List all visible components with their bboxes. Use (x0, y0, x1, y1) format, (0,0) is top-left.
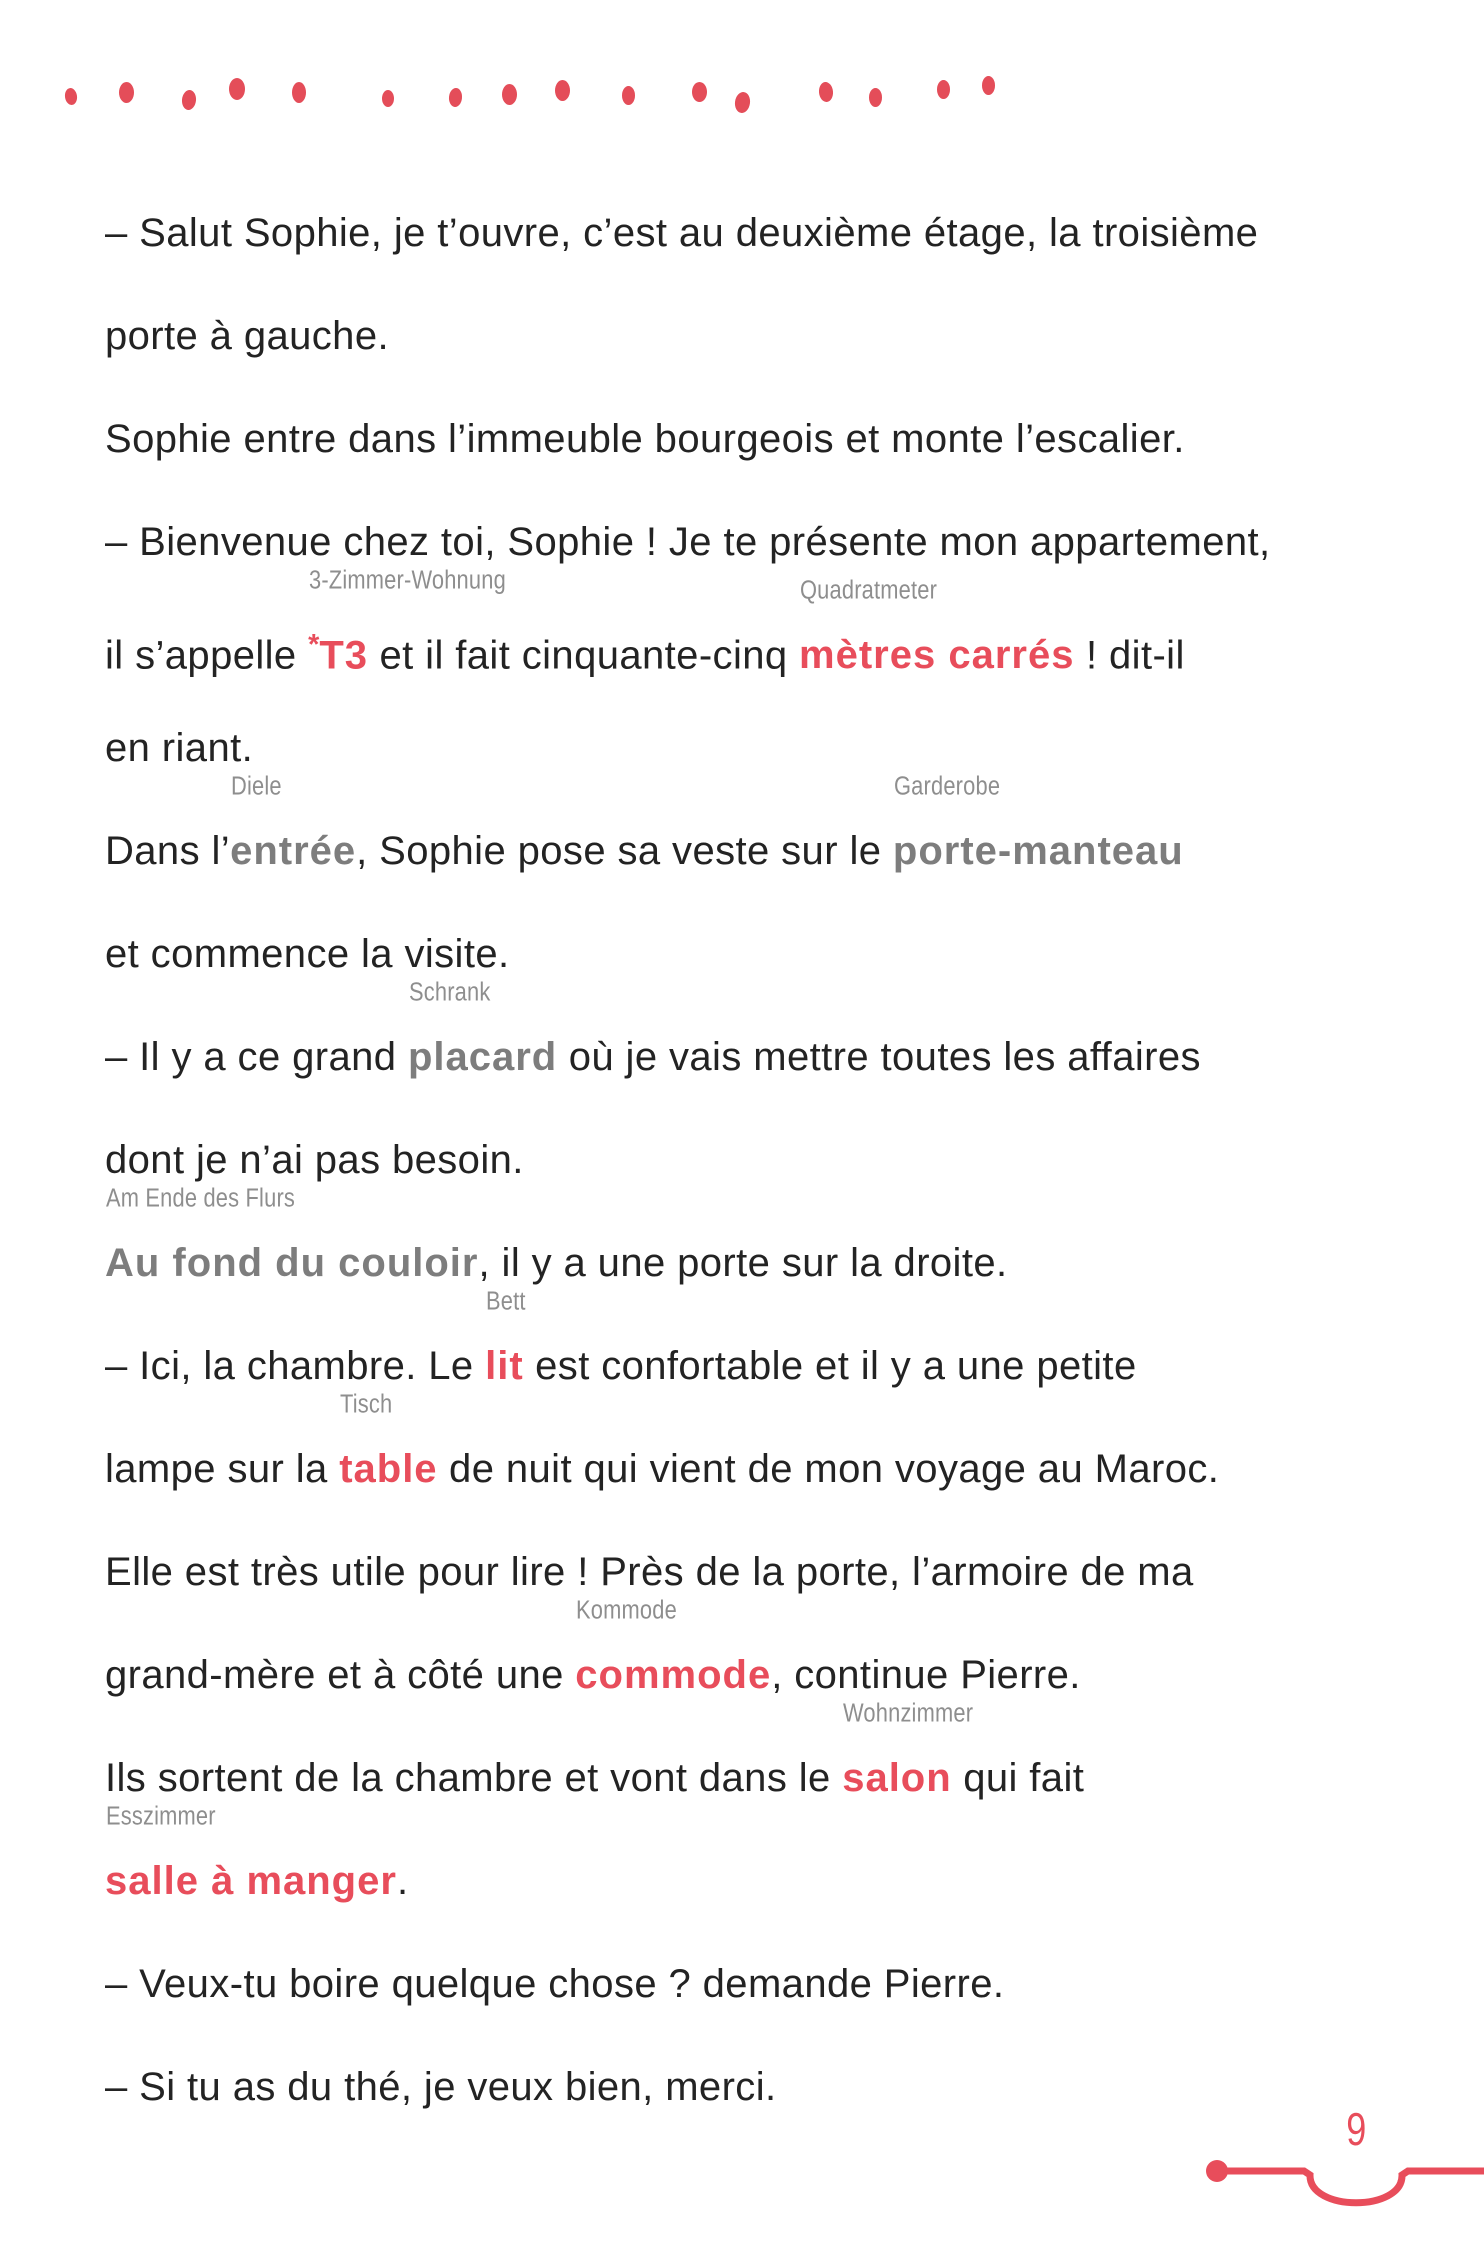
text-line (105, 1521, 1444, 1624)
text-line (105, 1109, 1444, 1212)
dotted-divider-top (65, 76, 1015, 112)
text-segment: de nuit qui vient de mon voyage au Maroc. (437, 1447, 1220, 1491)
translation-annotation: Bett (486, 1286, 526, 1316)
text-segment: il s’appelle (105, 633, 309, 678)
text-segment: Dans l’ (105, 829, 231, 873)
decorative-dot (982, 76, 995, 95)
text-line (105, 388, 1444, 491)
text-line (105, 1698, 1444, 1830)
text-line (105, 285, 1444, 388)
text-line (105, 903, 1444, 1006)
decorative-dot (119, 82, 134, 103)
translation-annotation: Schrank (408, 977, 491, 1007)
text-line (105, 182, 1444, 285)
text-line (105, 491, 1444, 594)
text-line (105, 565, 1444, 697)
vocab-term: lit Bett (485, 1286, 526, 1388)
text-segment: , il y a une porte sur la droite. (478, 1241, 1008, 1285)
text-segment: ! dit-il (1074, 633, 1185, 678)
footnote-asterisk: * (308, 629, 320, 661)
page-footer (0, 2090, 1484, 2251)
decorative-dot (448, 87, 463, 107)
translation-annotation: Tisch (340, 1389, 393, 1419)
text-segment: – Si tu as du thé, je veux bien, merci. (105, 2065, 777, 2109)
decorative-dot (181, 89, 197, 110)
translation-annotation: Kommode (576, 1595, 678, 1625)
vocab-term: table Tisch (339, 1389, 438, 1491)
text-segment: en riant. (105, 726, 254, 770)
translation-annotation: 3-Zimmer-Wohnung (309, 565, 507, 595)
vocab-term: salon Wohnzimmer (842, 1698, 974, 1800)
text-segment: – Salut Sophie, je t’ouvre, c’est au deuxième étage, la troisième (105, 211, 1259, 255)
text-line (105, 1286, 1444, 1418)
text-segment: et commence la visite. (105, 932, 510, 976)
vocab-term: porte-manteau Garderobe (892, 771, 1184, 873)
translation-annotation: Garderobe (893, 771, 1001, 801)
decorative-dot (937, 80, 950, 99)
decorative-dot (555, 80, 570, 101)
text-line (105, 977, 1444, 1109)
decorative-dot (292, 82, 306, 103)
translation-annotation: Quadratmeter (800, 575, 938, 605)
text-line (105, 1801, 1444, 1933)
text-segment: où je vais mettre toutes les affaires (557, 1035, 1201, 1079)
text-line (105, 1933, 1444, 2036)
decorative-dot (229, 78, 245, 100)
text-segment: porte à gauche. (105, 314, 389, 358)
text-line (105, 771, 1444, 903)
translation-annotation: Esszimmer (106, 1801, 216, 1831)
translation-annotation: Am Ende des Flurs (106, 1183, 296, 1213)
flourish-curve (1226, 2171, 1484, 2203)
text-segment: Elle est très utile pour lire ! Près de la porte, l’armoire de ma (105, 1550, 1194, 1594)
text-segment: , continue Pierre. (771, 1653, 1081, 1697)
text-segment: dont je n’ai pas besoin. (105, 1138, 524, 1182)
text-line (105, 1595, 1444, 1727)
decorative-dot (64, 87, 78, 106)
decorative-dot (869, 88, 882, 107)
vocab-term: entrée Diele (230, 771, 357, 873)
vocab-term: *T3 3-Zimmer-Wohnung (308, 565, 507, 678)
vocab-term: placard Schrank (407, 977, 558, 1079)
story-text (105, 182, 1444, 2139)
footer-flourish-line (1200, 2130, 1484, 2220)
text-line (105, 1389, 1444, 1521)
text-segment: qui fait (951, 1756, 1085, 1800)
decorative-dot (502, 84, 517, 105)
text-segment: . (396, 1859, 409, 1903)
text-line (105, 1183, 1444, 1315)
text-segment: – Bienvenue chez toi, Sophie ! Je te présente mon appartement, (105, 520, 1271, 564)
decorative-dot (382, 90, 394, 107)
text-segment: – Veux-tu boire quelque chose ? demande Pierre. (105, 1962, 1005, 2006)
decorative-dot (734, 91, 752, 114)
text-segment: est confortable et il y a une petite (523, 1344, 1137, 1388)
text-segment: Ils sortent de la chambre et vont dans le (105, 1756, 843, 1800)
text-segment: et il fait cinquante-cinq (368, 633, 800, 678)
text-segment: Sophie entre dans l’immeuble bourgeois et monte l’escalier. (105, 417, 1185, 461)
vocab-term: commode Kommode (575, 1595, 772, 1697)
vocab-term: salle à manger Esszimmer (105, 1801, 397, 1903)
text-segment: , Sophie pose sa veste sur le (356, 829, 893, 873)
text-segment: – Il y a ce grand (105, 1035, 408, 1079)
vocab-term: mètres carrés Quadratmeter (799, 575, 1075, 678)
text-segment: grand-mère et à côté une (105, 1653, 576, 1697)
decorative-dot (818, 81, 834, 102)
text-segment: lampe sur la (105, 1447, 340, 1491)
text-segment: – Ici, la chambre. Le (105, 1344, 486, 1388)
translation-annotation: Wohnzimmer (843, 1698, 974, 1728)
decorative-dot (622, 86, 635, 105)
vocab-term: Au fond du couloir Am Ende des Flurs (105, 1183, 479, 1285)
translation-annotation: Diele (231, 771, 282, 801)
page-number: 9 (1346, 2104, 1367, 2156)
text-line (105, 697, 1444, 800)
decorative-dot (692, 82, 707, 102)
